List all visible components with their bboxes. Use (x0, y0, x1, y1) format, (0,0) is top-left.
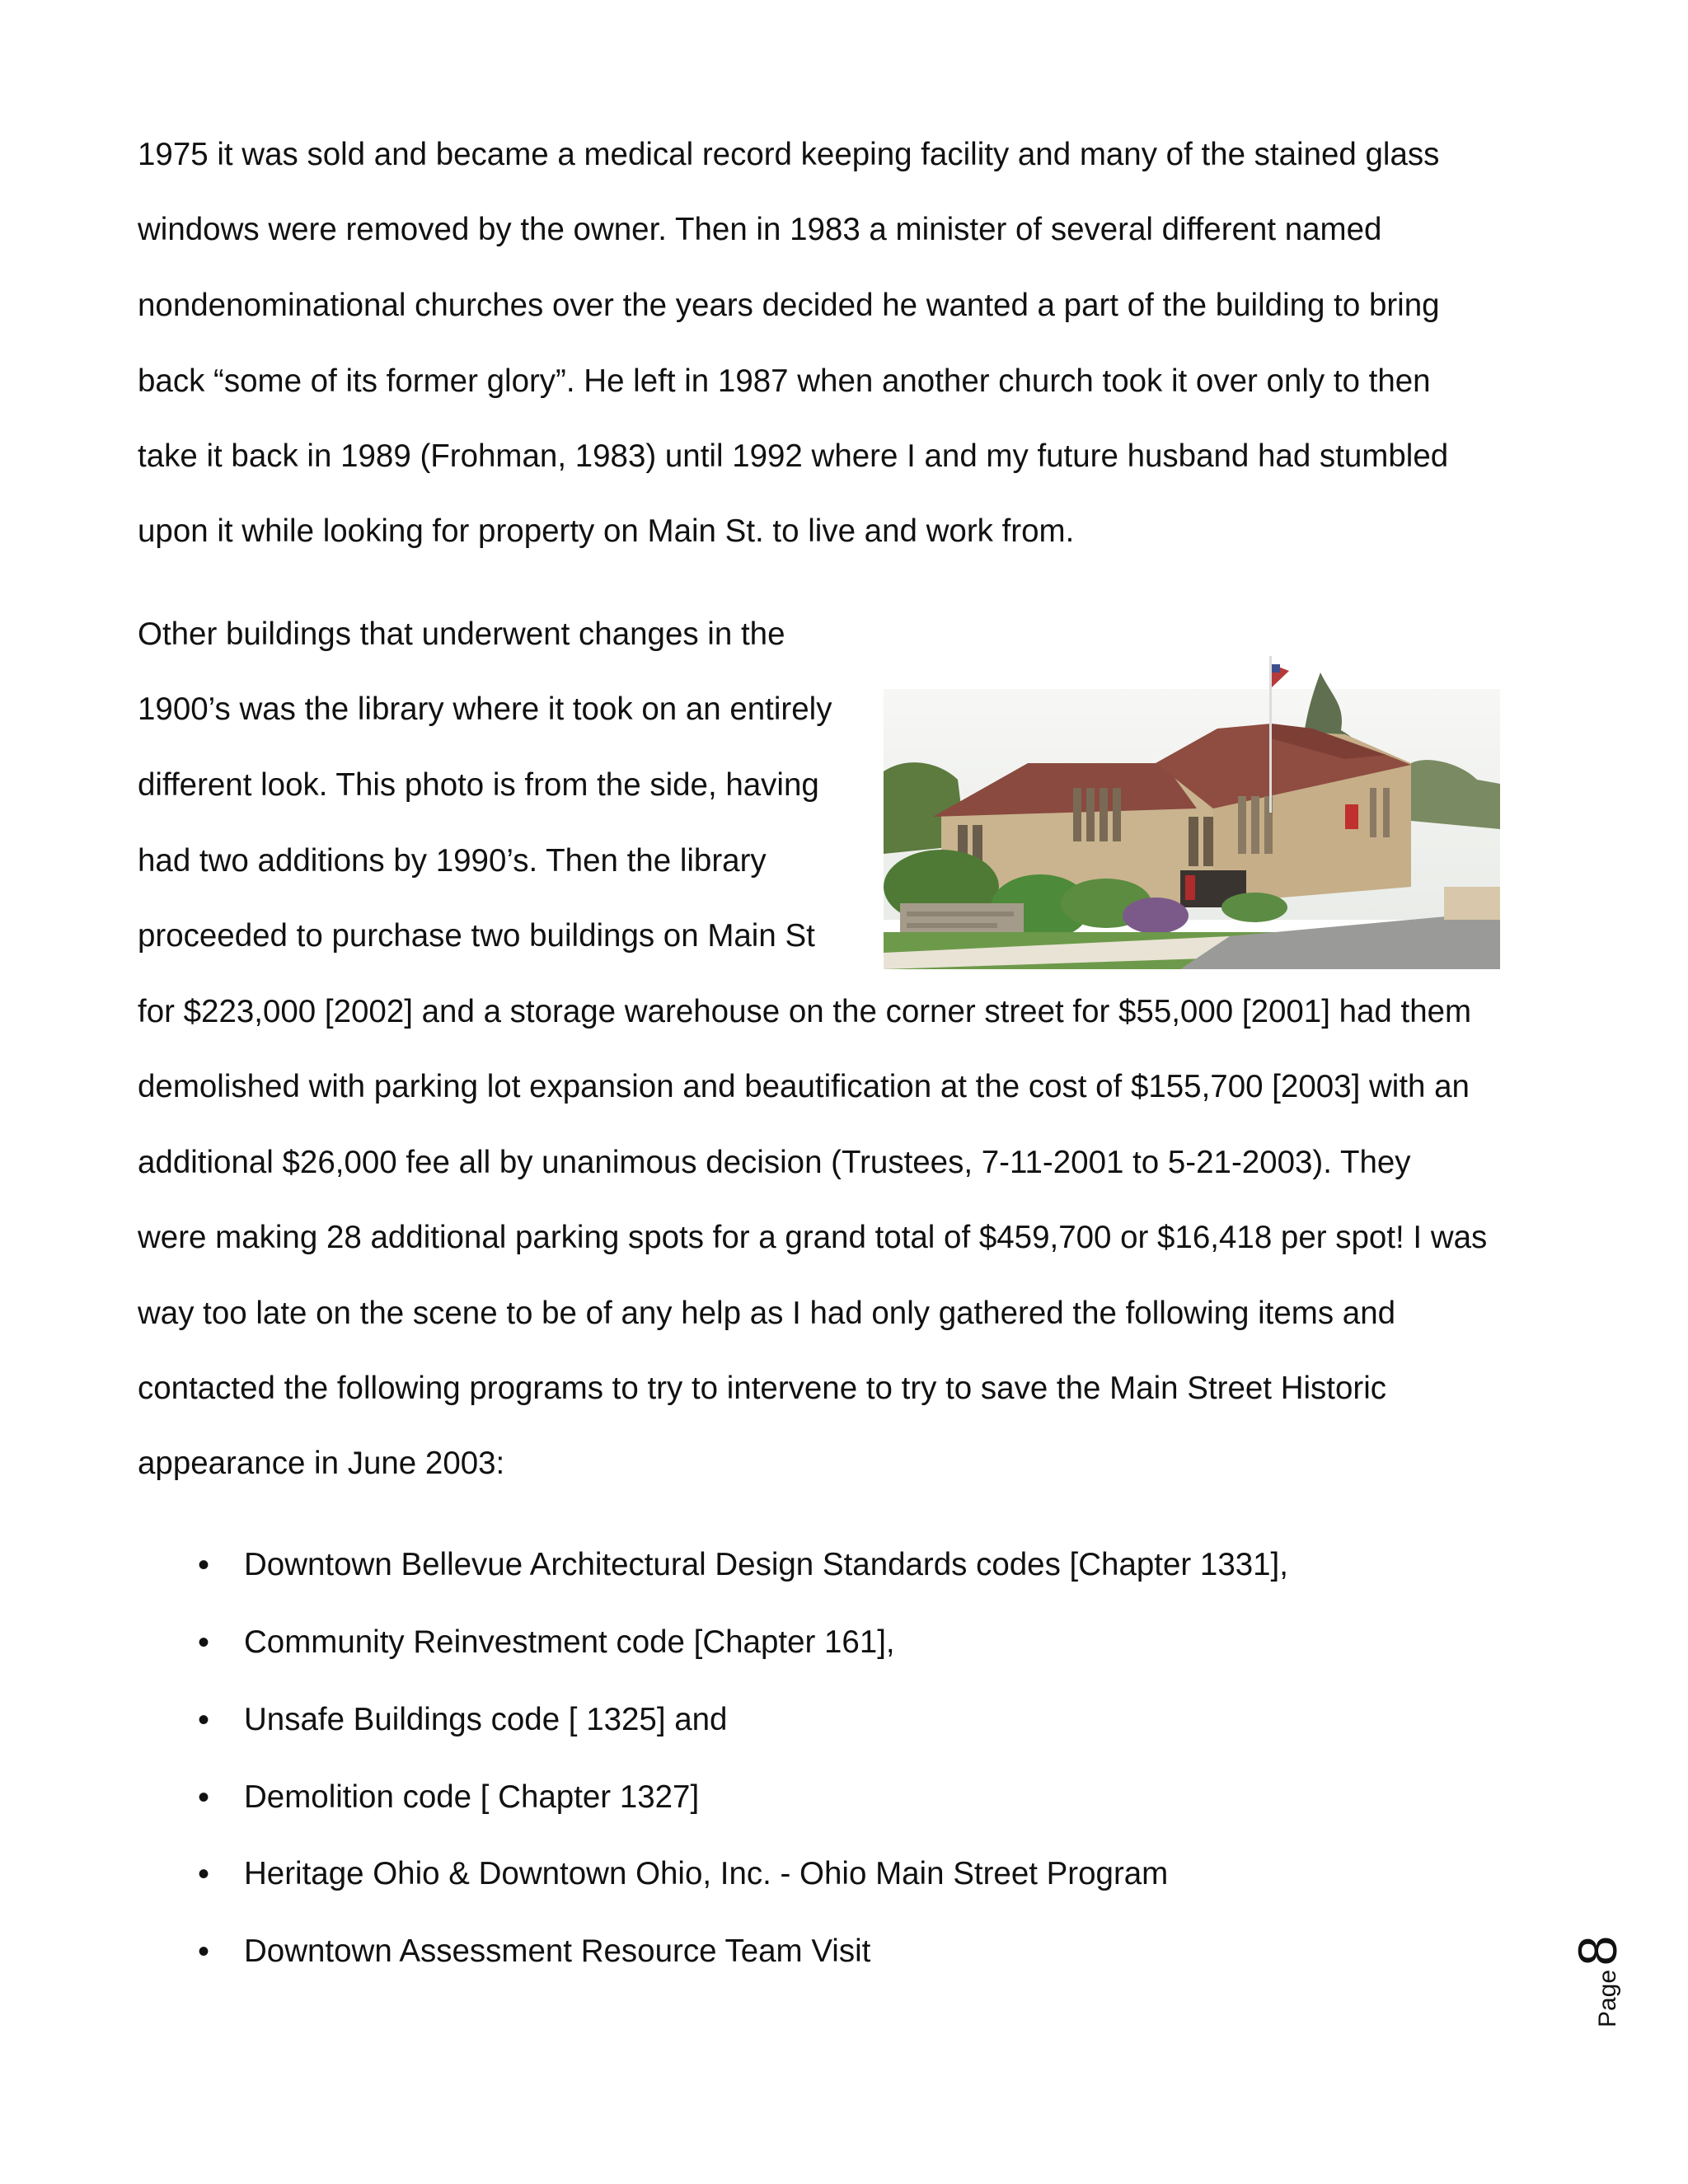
bullet-marker: • (198, 1702, 210, 1738)
paragraph-2-line-8: additional $26,000 fee all by unanimous decision (Trustees, 7-11-2001 to 5-21-2003). They (138, 1145, 1411, 1180)
paragraph-1-line-5: take it back in 1989 (Frohman, 1983) until 1992 where I and my future husband had stumbled (138, 438, 1449, 474)
list-item-text: Downtown Assessment Resource Team Visit (244, 1933, 871, 1969)
bullet-marker: • (198, 1779, 210, 1816)
page-number-digit: 8 (1567, 1935, 1628, 1966)
paragraph-2-line-6: for $223,000 [2002] and a storage warehouse on the corner street for $55,000 [2001] had them (138, 994, 1472, 1029)
paragraph-2-line-9: were making 28 additional parking spots for a grand total of $459,700 or $16,418 per spot! I was (138, 1220, 1488, 1255)
list-item-text: Unsafe Buildings code [ 1325] and (244, 1702, 728, 1737)
paragraph-2-line-10: way too late on the scene to be of any help as I had only gathered the following items and (138, 1296, 1396, 1331)
paragraph-1-line-6: upon it while looking for property on Main St. to live and work from. (138, 513, 1075, 549)
bullet-marker: • (198, 1547, 210, 1583)
page-number-label: Page (1594, 1969, 1621, 2028)
paragraph-2-line-4: had two additions by 1990’s. Then the library (138, 843, 767, 879)
paragraph-1-line-4: back “some of its former glory”. He left in 1987 when another church took it over only to then (138, 363, 1431, 399)
paragraph-1-line-1: 1975 it was sold and became a medical record keeping facility and many of the stained glass (138, 137, 1440, 172)
page-number (1567, 1912, 1640, 2028)
paragraph-1-line-2: windows were removed by the owner. Then in 1983 a minister of several different named (138, 212, 1382, 247)
list-item-text: Community Reinvestment code [Chapter 161], (244, 1624, 895, 1660)
paragraph-2-line-3: different look. This photo is from the side, having (138, 767, 819, 803)
list-item-text: Heritage Ohio & Downtown Ohio, Inc. - Ohio Main Street Program (244, 1856, 1169, 1891)
library-photo (884, 640, 1500, 969)
bullet-marker: • (198, 1933, 210, 1970)
paragraph-1-line-3: nondenominational churches over the years decided he wanted a part of the building to bring (138, 288, 1440, 323)
paragraph-2-line-1: Other buildings that underwent changes in the (138, 616, 785, 652)
paragraph-2-line-2: 1900’s was the library where it took on an entirely (138, 691, 832, 727)
bullet-marker: • (198, 1856, 210, 1892)
list-item-text: Downtown Bellevue Architectural Design Standards codes [Chapter 1331], (244, 1547, 1288, 1582)
list-item-text: Demolition code [ Chapter 1327] (244, 1779, 700, 1815)
paragraph-2-line-7: demolished with parking lot expansion and beautification at the cost of $155,700 [2003] with an (138, 1069, 1470, 1104)
paragraph-2-line-5: proceeded to purchase two buildings on Main St (138, 918, 815, 954)
paragraph-2-line-11: contacted the following programs to try to intervene to try to save the Main Street Historic (138, 1371, 1387, 1406)
bullet-marker: • (198, 1624, 210, 1661)
paragraph-2-line-12: appearance in June 2003: (138, 1446, 505, 1481)
